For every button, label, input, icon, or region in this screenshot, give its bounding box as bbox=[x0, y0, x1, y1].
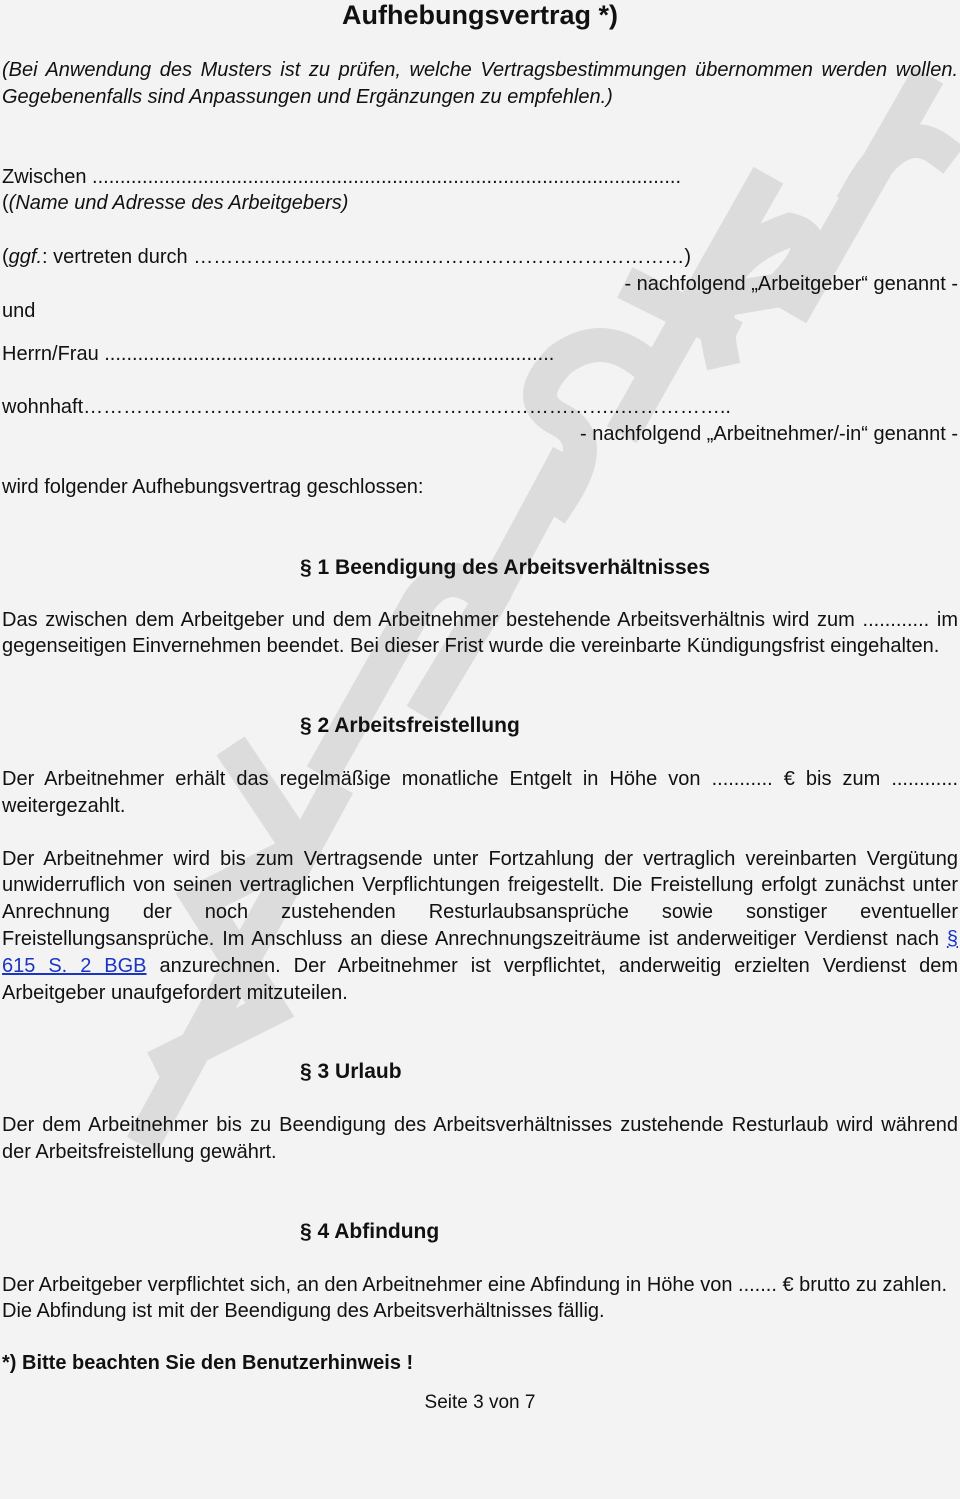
employee-named: - nachfolgend „Arbeitnehmer/-in“ genannt - bbox=[580, 423, 958, 446]
employee-line: Herrn/Frau ................................................................................. bbox=[2, 342, 555, 365]
bgb-link[interactable]: § 615 S. 2 BGB bbox=[2, 927, 958, 977]
intro-note: (Bei Anwendung des Musters ist zu prüfen, welche Vertragsbestimmungen übernommen werden wollen. Gegebenenfalls sind Anpassungen und Ergänzungen zu empfehlen.) bbox=[2, 59, 958, 108]
between-line: Zwischen .......................................................................................................... bbox=[2, 165, 682, 188]
section-3-text: Der dem Arbeitnehmer bis zu Beendigung des Arbeitsverhältnisses zustehende Resturlaub wird während der Arbeitsfreistellung gewährt. bbox=[2, 1114, 958, 1163]
employer-hint-text: (Name und Adresse des Arbeitgebers) bbox=[8, 192, 349, 215]
employer-hint: ((Name und Adresse des Arbeitgebers) bbox=[2, 192, 349, 215]
section-2-heading: § 2 Arbeitsfreistellung bbox=[300, 714, 520, 738]
page-title: Aufhebungsvertrag *) bbox=[341, 0, 619, 30]
section-1-heading: § 1 Beendigung des Arbeitsverhältnisses bbox=[300, 555, 711, 579]
page-number: Seite 3 von 7 bbox=[424, 1391, 536, 1413]
section-4-heading: § 4 Abfindung bbox=[300, 1219, 440, 1243]
residence-line: wohnhaft……………………………………………………….……………..…………….. bbox=[2, 396, 731, 419]
employer-named: - nachfolgend „Arbeitgeber“ genannt - bbox=[624, 272, 958, 295]
section-2-text-1: Der Arbeitnehmer erhält das regelmäßige monatliche Entgelt in Höhe von ........... € bis zum ............ weitergezahlt. bbox=[2, 767, 958, 817]
section-2-text-2 bbox=[2, 846, 958, 1007]
section-4-text-1: Der Arbeitgeber verpflichtet sich, an den Arbeitnehmer eine Abfindung in Höhe von ....... € brutto zu zahlen. bbox=[2, 1273, 948, 1296]
and-line: und bbox=[2, 299, 36, 322]
section-4-text-2: Die Abfindung ist mit der Beendigung des Arbeitsverhältnisses fällig. bbox=[2, 1300, 605, 1323]
footnote: *) Bitte beachten Sie den Benutzerhinweis ! bbox=[2, 1352, 414, 1375]
represented-text: : vertreten durch ……………………………..…………………………………) bbox=[42, 246, 691, 269]
ggf-label: ggf. bbox=[8, 246, 43, 269]
represented-line: (ggf.: vertreten durch ……………………………..…………………………………) bbox=[2, 246, 691, 269]
section-3-heading: § 3 Urlaub bbox=[300, 1060, 402, 1084]
section-2-text-2a: Der Arbeitnehmer wird bis zum Vertragsende unter Fortzahlung der vertraglich vereinbarten Vergütung unwiderruflich von seinen vertraglichen Verpflichtungen freigestellt. Die Freistellung erfolgt zunächst unter Anrechnung der noch zustehenden Resturlaubsansprüche sowie sonstiger eventueller Freistellungsansprüche. Im Anschluss an diese Anrechnungszeiträume ist anderweitiger Verdienst nach bbox=[2, 847, 958, 950]
section-1-text: Das zwischen dem Arbeitgeber und dem Arbeitnehmer bestehende Arbeitsverhältnis wird zum ............ im gegenseitigen Einvernehmen beendet. Bei dieser Frist wurde die vereinbarte Kündigungsfrist eingehalten. bbox=[2, 608, 958, 658]
concluded-line: wird folgender Aufhebungsvertrag geschlossen: bbox=[2, 475, 424, 498]
section-2-text-2b: anzurechnen. Der Arbeitnehmer ist verpflichtet, anderweitig erzielten Verdienst dem Arbeitgeber unaufgefordert mitzuteilen. bbox=[2, 954, 958, 1004]
